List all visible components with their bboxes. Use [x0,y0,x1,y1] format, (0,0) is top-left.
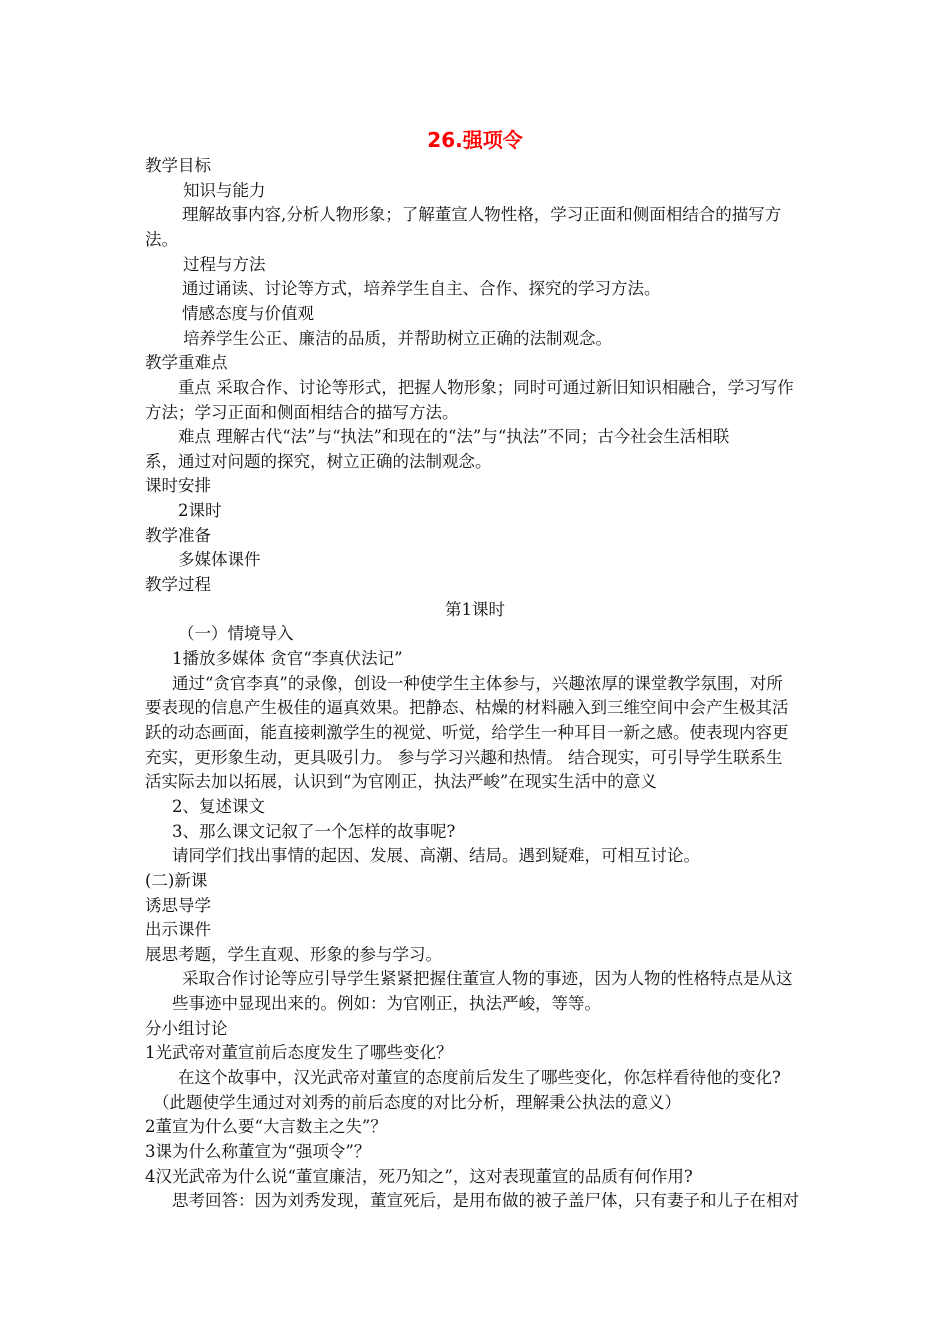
text-line: 诱思导学 [145,895,211,915]
text-line: 在这个故事中，汉光武帝对董宣的态度前后发生了哪些变化，你怎样看待他的变化? [178,1068,781,1088]
text-line: 思考回答：因为刘秀发现，董宣死后，是用布做的被子盖尸体，只有妻子和儿子在相对 [172,1191,799,1211]
text-line: 难点 理解古代“法”与“执法”和现在的“法”与“执法”不同；古今社会生活相联 [178,427,730,447]
text-line: (二)新课 [145,870,208,890]
text-line: 请同学们找出事情的起因、发展、高潮、结局。遇到疑难，可相互讨论。 [172,846,700,866]
text-line: 3、那么课文记叙了一个怎样的故事呢? [172,821,456,841]
text-line: 教学重难点 [145,353,228,373]
text-line: 教学准备 [145,525,211,545]
text-line: 重点 采取合作、讨论等形式，把握人物形象；同时可通过新旧知识相融合，学习写作 [178,377,794,397]
text-line: 多媒体课件 [178,550,261,570]
text-line: 课时安排 [145,476,211,496]
text-line: 1播放多媒体 贪官“李真伏法记” [172,649,403,668]
text-line: （一）情境导入 [178,624,294,644]
text-line: 1光武帝对董宣前后态度发生了哪些变化？ [145,1043,453,1063]
text-line: 活实际去加以拓展，认识到“为官刚正，执法严峻”在现实生活中的意义 [145,772,657,792]
text-line: 方法；学习正面和侧面相结合的描写方法。 [145,402,459,422]
text-line: 出示课件 [145,920,211,940]
text-line: 4汉光武帝为什么说“董宣廉洁，死乃知之”，这对表现董宣的品质有何作用? [145,1166,693,1186]
text-line: 理解故事内容,分析人物形象；了解董宣人物性格，学习正面和侧面相结合的描写方 [182,205,782,225]
text-line: 分小组讨论 [145,1018,228,1038]
text-line: （此题使学生通过对刘秀的前后态度的对比分析，理解秉公执法的意义） [153,1092,681,1112]
text-line: 充实，更形象生动，更具吸引力。 参与学习兴趣和热情。 结合现实，可引导学生联系生 [145,747,783,767]
text-line: 要表现的信息产生极佳的逼真效果。把静态、枯燥的材料融入到三维空间中会产生极其活 [145,698,789,718]
text-line: 3课为什么称董宣为“强项令”？ [145,1142,371,1161]
text-line: 系，通过对问题的探究，树立正确的法制观念。 [145,451,492,471]
text-line: 通过诵读、讨论等方式，培养学生自主、合作、探究的学习方法。 [182,279,661,299]
text-line: 过程与方法 [183,254,266,274]
text-line: 第1课时 [445,599,505,619]
text-line: 教学过程 [145,575,211,595]
text-line: 情感态度与价值观 [182,303,314,323]
text-line: 培养学生公正、廉洁的品质，并帮助树立正确的法制观念。 [183,328,612,348]
text-line: 教学目标 [145,156,211,175]
text-line: 知识与能力 [183,180,266,200]
document-title: 26.强项令 [427,128,523,152]
text-line: 些事迹中显现出来的。例如：为官刚正，执法严峻，等等。 [172,994,601,1014]
text-line: 采取合作讨论等应引导学生紧紧把握住董宣人物的事迹，因为人物的性格特点是从这 [182,969,793,989]
text-line: 2课时 [178,501,222,521]
text-line: 通过“贪官李真”的录像，创设一种使学生主体参与，兴趣浓厚的课堂教学氛围，对所 [172,673,783,693]
text-line: 跃的动态画面，能直接刺激学生的视觉、听觉，给学生一种耳目一新之感。使表现内容更 [145,722,789,742]
text-line: 2董宣为什么要“大言数主之失”？ [145,1117,387,1137]
text-line: 展思考题，学生直观、形象的参与学习。 [145,944,442,964]
text-line: 2、复述课文 [172,796,265,816]
text-line: 法。 [145,229,178,249]
